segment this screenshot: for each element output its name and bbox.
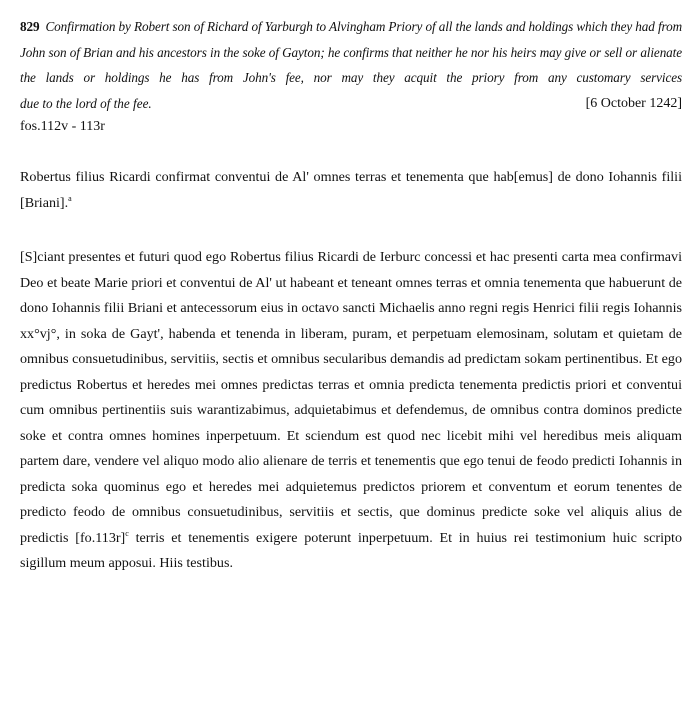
charter-text-part1: [S]ciant presentes et futuri quod ego Robertus filius Ricardi de Ierburc concessi et hac presenti carta mea confirmavi Deo et beate Marie priori et conventui de Al' ut habeant et teneant omnes terras et omnia tenementa que habuerunt de dono Iohannis filii Briani et antecessorum eius in octavo sancti Michaelis anno regni regis Henrici filii regis Iohannis xx°vj°, in soka de Gayt', habenda et tenenda in liberam, puram, et perpetuam elemosinam, solutam et quietam de omnibus consuetudinibus, servitiis, sectis et omnibus secularibus demandis ad predictam sokam pertinentibus. Et ego predictus Robertus et heredes mei omnes predictas terras et omnia predicta tenementa predictis priori et conventui cum omnibus pertinentiis suis warantizabimus, adquietabimus et defendemus, de omnibus contra dominos predicte soke et contra omnes homines inperpetuum. Et sciendum est quod nec licebit mihi vel heredibus meis aliquam partem dare, vendere vel aliquo modo alio alienare de terris et tenementis que ego tenui de feodo predicti Iohannis in predicta soka quominus ego et heredes mei adquietemus predictos priorem et conventum et eorum tenentes de predicto feodo de omnibus consuetudinibus, servitiis et sectis, que dominus predicte soke vel aliquis alius de predictis [fo.113r]	[20, 249, 682, 546]
charter-text	[20, 245, 682, 577]
entry-number: 829	[20, 19, 40, 34]
summary-text: Robertus filius Ricardi confirmat conventui de Al' omnes terras et tenementa que hab[emus] de dono Iohannis filii [Briani].	[20, 169, 682, 211]
footnote-marker: c	[125, 528, 129, 538]
entry-date: [6 October 1242]	[585, 95, 682, 111]
entry-heading-last-line	[20, 91, 682, 117]
charter-text-part2: terris et tenementis exigere poterunt inperpetuum. Et in huius rei testimonium huic scripto sigillum meum apposui. Hiis testibus.	[20, 529, 682, 571]
entry-title: Confirmation by Robert son of Richard of Yarburgh to Alvingham Priory of all the lands and holdings which they had from John son of Brian and his ancestors in the soke of Gayton; he confirms that neither he nor his heirs may give or sell or alienate the lands or holdings he has from John's fee, nor may they acquit the priory from any customary services	[20, 19, 682, 85]
latin-summary	[20, 165, 682, 216]
footnote-marker: a	[68, 193, 72, 203]
entry-title-end: due to the lord of the fee.	[20, 95, 152, 111]
document-page	[20, 14, 682, 577]
entry-heading	[20, 14, 682, 91]
folio-reference: fos.112v - 113r	[20, 119, 105, 134]
